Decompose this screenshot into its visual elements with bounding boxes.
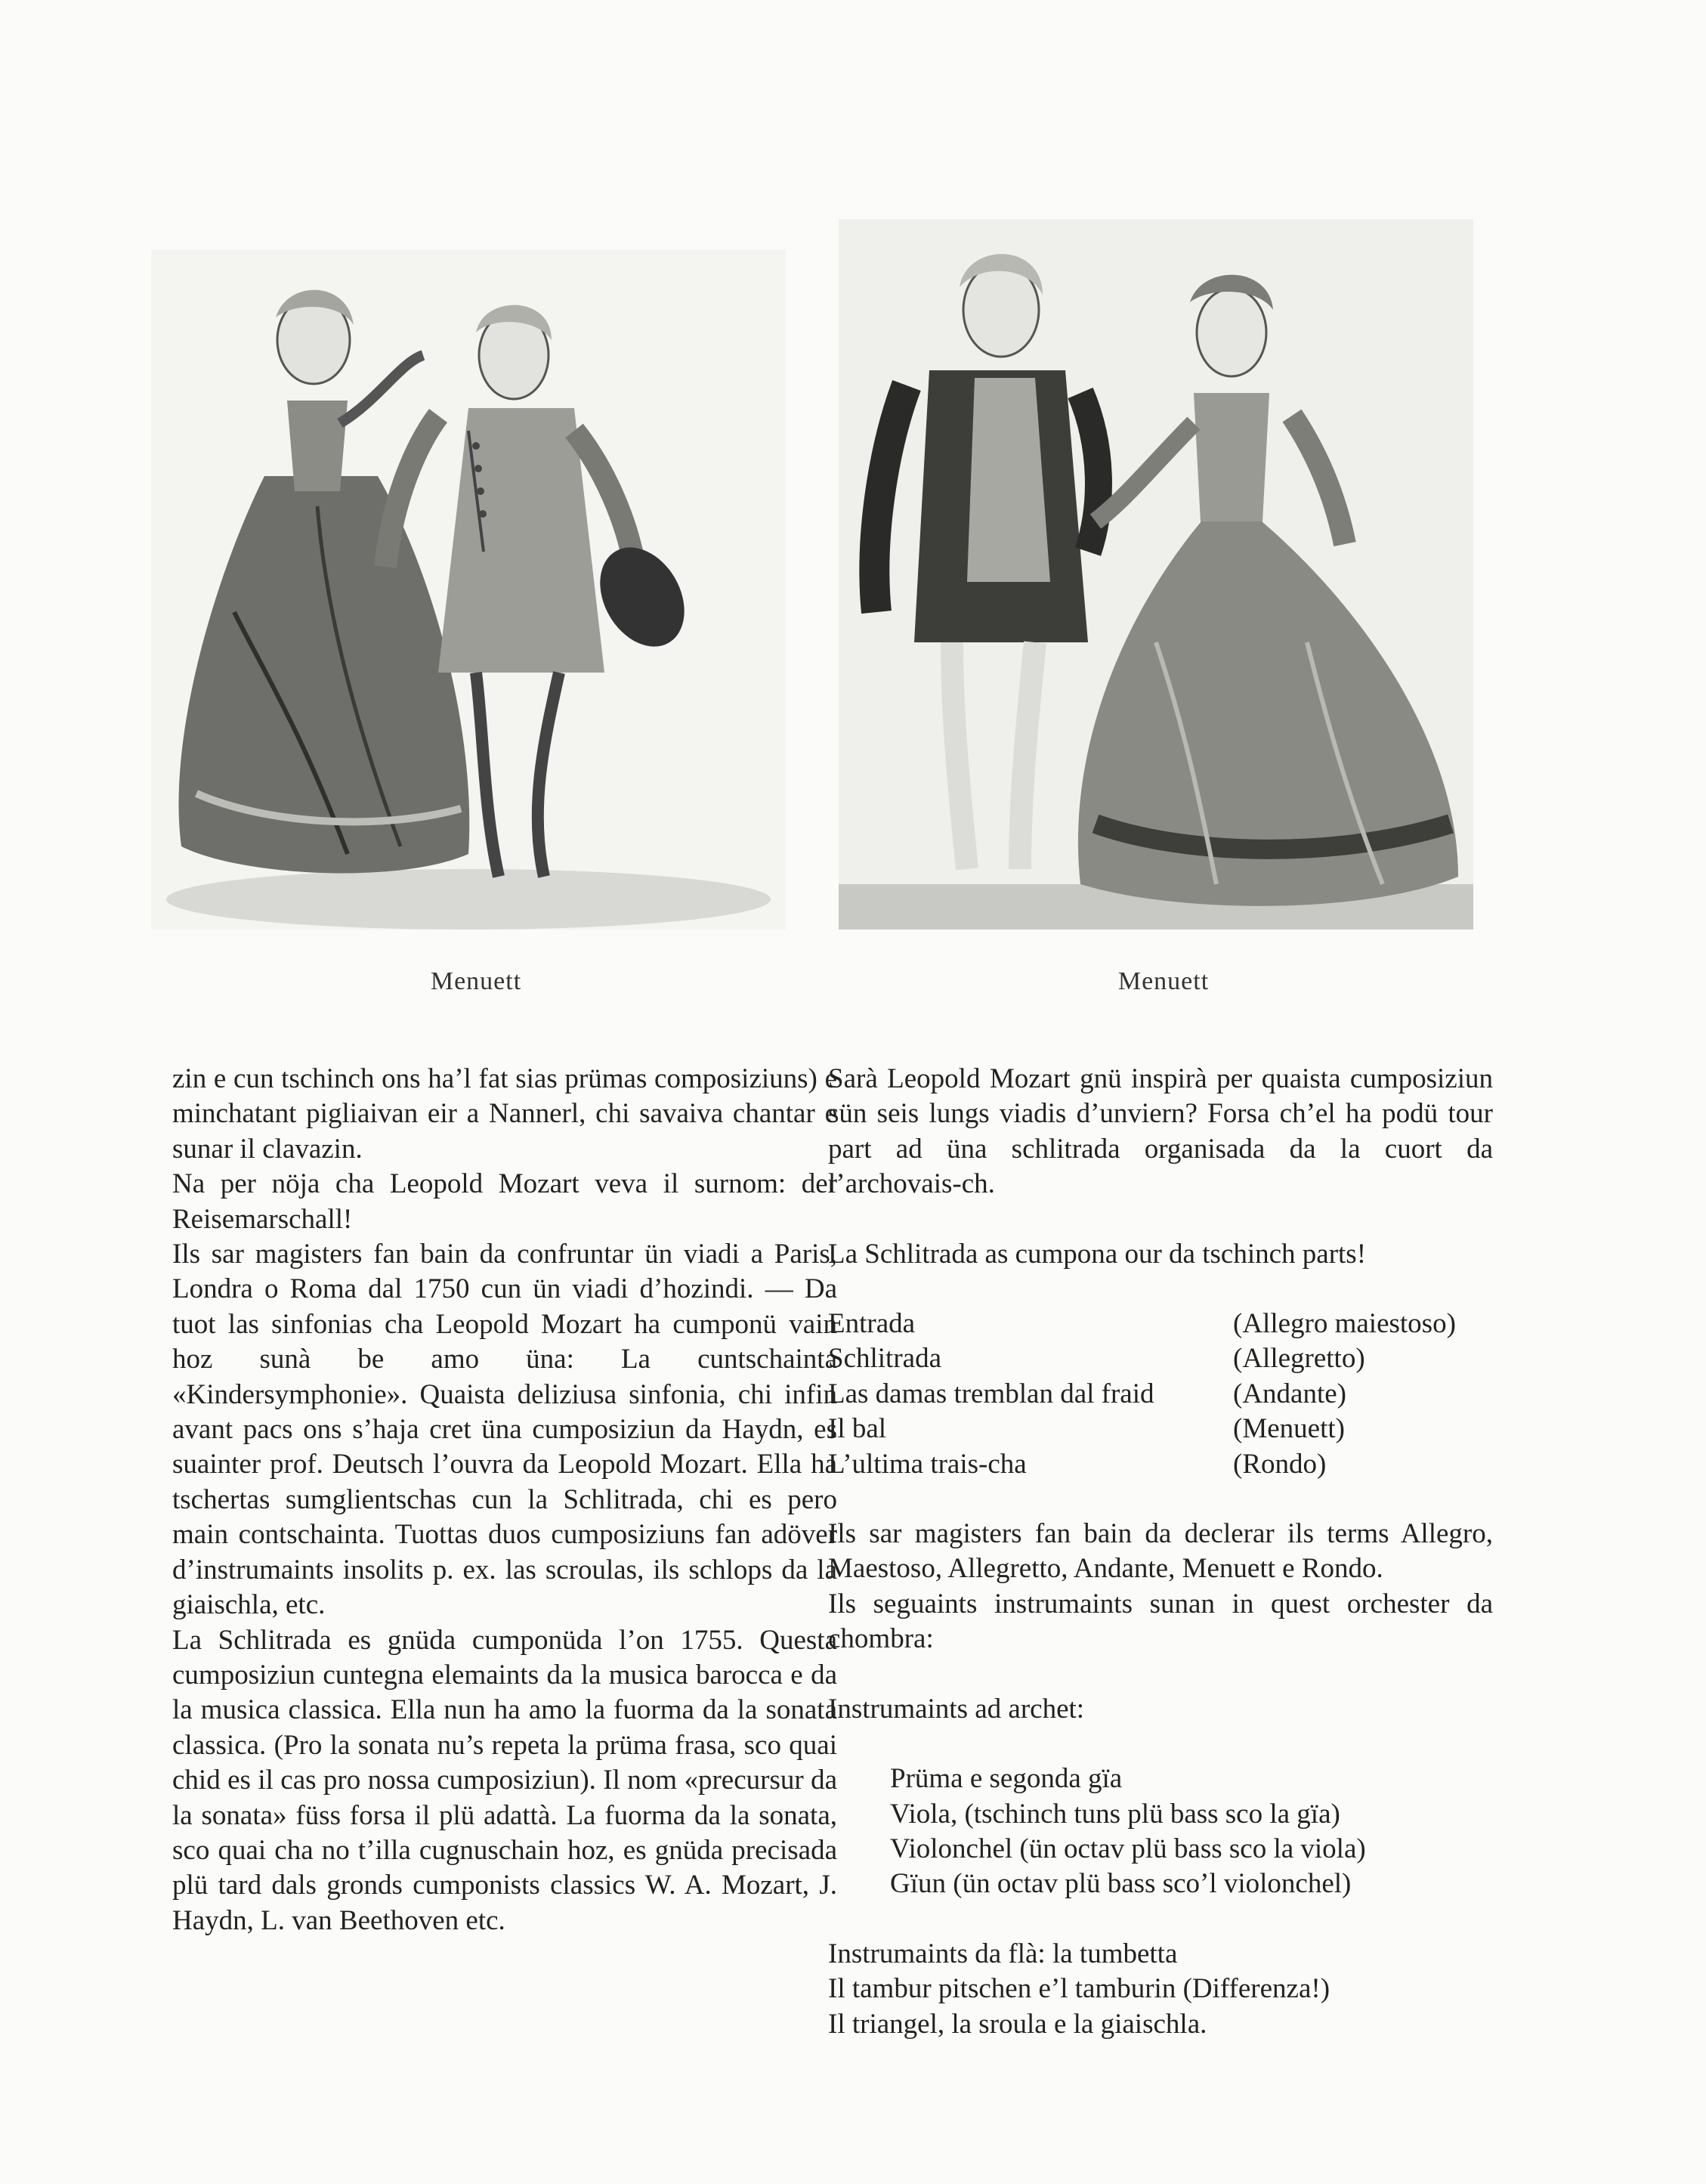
movement-name: Il bal <box>828 1413 887 1445</box>
movement-tempo: (Andante) <box>1233 1378 1346 1409</box>
strings-heading: Instrumaints ad archet: <box>828 1693 1085 1725</box>
movement-row <box>828 1412 1493 1446</box>
paragraph: La Schlitrada es gnüda cumponüda l’on 1755. Questa cumposiziun cuntegna elemaints da la musica barocca e da la musica classica. Ella nun ha amo la fuorma da la sonata classica. (Pro la sonata nu’s repeta la prüma frasa, sco quai chid es il cas pro nossa cumposiziun). Il nom «precursur da la sonata» füss forsa il plü adattà. La fuorma da la sonata, sco quai cha no t’illa cugnuschain hoz, es gnüda precisada plü tard dals gronds cumponists classics W. A. Mozart, J. Haydn, L. van Beethoven etc. <box>172 1624 837 1936</box>
movement-name: Las damas tremblan dal fraid <box>828 1378 1154 1409</box>
movement-tempo: (Allegretto) <box>1233 1343 1365 1375</box>
text-column-right <box>828 1062 1493 2042</box>
text-column-left <box>172 1062 837 1938</box>
paragraph: zin e cun tschinch ons ha’l fat sias prümas composiziuns) e minchatant pigliaivan eir a Nannerl, chi savaiva chantar e sunar il clavazin. <box>172 1063 837 1165</box>
paragraph: Na per nöja cha Leopold Mozart veva il surnom: der Reisemarschall! <box>172 1168 837 1235</box>
movement-list <box>828 1307 1493 1482</box>
string-instrument: Prüma e segonda gïa <box>890 1763 1123 1795</box>
movement-row <box>828 1307 1493 1341</box>
orchestra-intro: Ils seguaints instrumaints sunan in quest orchester da chombra: <box>828 1588 1493 1655</box>
string-instrument: Viola, (tschinch tuns plü bass sco la gïa) <box>890 1798 1340 1830</box>
parts-line: La Schlitrada as cumpona our da tschinch parts! <box>828 1238 1367 1270</box>
strings-list <box>828 1762 1493 1902</box>
figure-caption-left: Menuett <box>430 967 522 995</box>
string-instrument: Gïun (ün octav plü bass sco’l violonchel) <box>890 1868 1352 1900</box>
movement-tempo: (Rondo) <box>1233 1448 1327 1480</box>
percussion-line: Il triangel, la sroula e la giaischla. <box>828 2008 1207 2040</box>
paragraph: Ils sar magisters fan bain da confruntar ün viadi a Paris, Londra o Roma dal 1750 cun ün viadi d’hozindi. — Da tuot las sinfonias cha Leopold Mozart ha cumponü vain hoz sunà be amo üna: La cuntschainta «Kindersymphonie». Quaista deliziusa sinfonia, chi infin avant pacs ons s’haja cret üna cumposiziun da Haydn, es suainter prof. Deutsch l’ouvra da Leopold Mozart. Ella ha tschertas sumglientschas cun la Schlitrada, chi es pero main contschainta. Tuottas duos cumposiziuns fan adöver d’instrumaints insolits p. ex. las scroulas, ils schlops da la giaischla, etc. <box>172 1239 837 1621</box>
movement-tempo: (Allegro maiestoso) <box>1233 1308 1456 1340</box>
terms-paragraph: Ils sar magisters fan bain da declerar ils terms Allegro, Maestoso, Allegretto, Andante, Menuett e Rondo. <box>828 1518 1493 1585</box>
movement-name: Entrada <box>828 1308 916 1340</box>
movement-name: L’ultima trais-cha <box>828 1448 1027 1480</box>
intro-paragraph: Sarà Leopold Mozart gnü inspirà per quaista cumposiziun sün seis lungs viadis d’unviern? Forsa ch’el ha podü tour part ad üna schlitrada organisada da la cuort da l’archovais-ch. <box>828 1063 1493 1200</box>
movement-name: Schlitrada <box>828 1343 942 1375</box>
minuet-illustration-right <box>839 219 1473 930</box>
winds-line: Instrumaints da flà: la tumbetta <box>828 1938 1178 1969</box>
movement-row <box>828 1341 1493 1376</box>
movement-row <box>828 1377 1493 1412</box>
percussion-line: Il tambur pitschen e’l tamburin (Differenza!) <box>828 1973 1330 2005</box>
movement-row <box>828 1447 1493 1482</box>
string-instrument: Violonchel (ün octav plü bass sco la viola) <box>890 1833 1366 1864</box>
minuet-illustration-left <box>151 249 786 930</box>
figure-caption-right: Menuett <box>1117 967 1210 995</box>
movement-tempo: (Menuett) <box>1233 1413 1345 1445</box>
